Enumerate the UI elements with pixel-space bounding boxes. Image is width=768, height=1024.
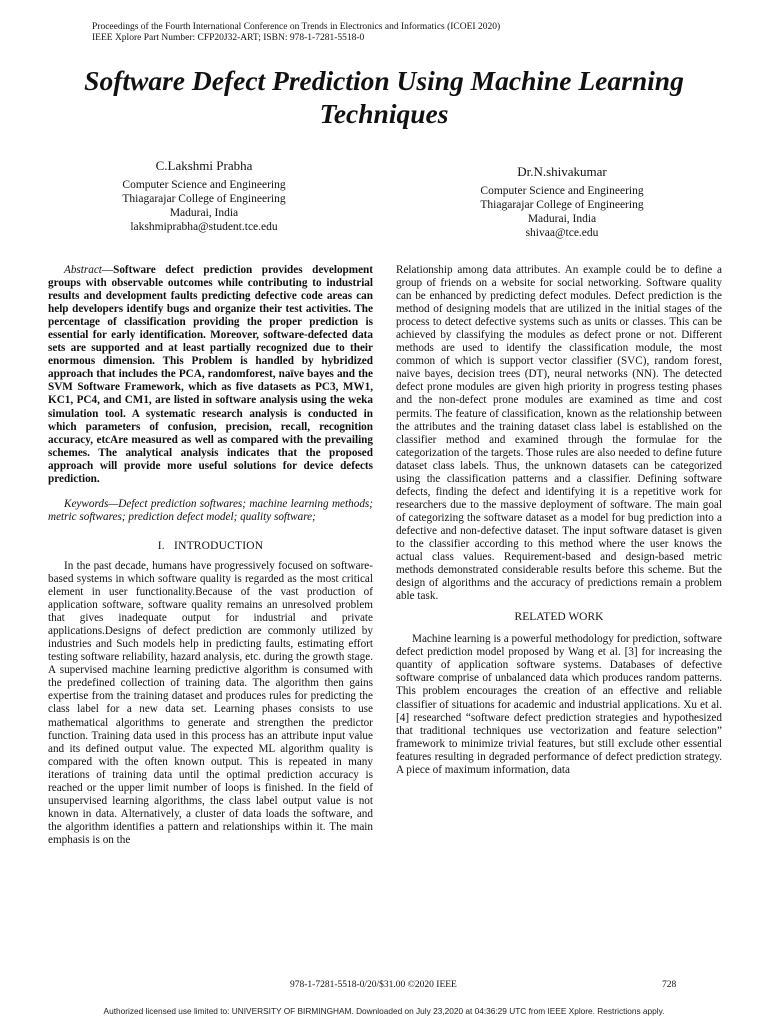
author-college: Thiagarajar College of Engineering (122, 193, 286, 205)
section-heading-introduction (48, 540, 373, 553)
author-block-1 (84, 157, 324, 234)
author-department: Computer Science and Engineering (122, 179, 286, 191)
section-numeral: I. (157, 539, 165, 552)
section-heading-related-work: RELATED WORK (514, 611, 604, 624)
right-column (396, 264, 722, 777)
author-college: Thiagarajar College of Engineering (480, 199, 644, 211)
author-department: Computer Science and Engineering (480, 185, 644, 197)
author-name: C.Lakshmi Prabha (155, 158, 253, 173)
keywords: Keywords—Defect prediction softwares; machine learning methods; metric softwares; prediction defect model; quality software; (48, 497, 373, 523)
author-location: Madurai, India (169, 207, 239, 219)
author-name: Dr.N.shivakumar (517, 164, 607, 179)
proceedings-line-2: IEEE Xplore Part Number: CFP20J32-ART; ISBN: 978-1-7281-5518-0 (92, 33, 365, 43)
related-work-text: Machine learning is a powerful methodology for prediction, software defect prediction model proposed by Wang et al. [3] for increasing the quantity of application software systems. Databases of defective software comprise of unbalanced data which produces random patterns. This problem encourages the creation of an effective and reliable classifier of situations for academic and industrial applications. Xu et al. [4] researched “software defect prediction strategies and hypothesized that traditional techniques use vectorization and feature selection” framework to minimize trivial features, but still exclude other essential features resulting in degraded performance of defect prediction strategy. A piece of maximum information, data (396, 633, 722, 776)
author-email: lakshmiprabha@student.tce.edu (130, 221, 278, 233)
author-block-2 (442, 163, 682, 240)
section-title-first-letter: I (174, 539, 179, 552)
license-notice: Authorized licensed use limited to: UNIVERSITY OF BIRMINGHAM. Downloaded on July 23,2020 at 04:36:29 UTC from IEEE Xplore. Restrictions apply. (103, 1006, 665, 1016)
introduction-continuation: Relationship among data attributes. An example could be to define a group of friends on a website for social networking. Software quality can be enhanced by predicting defect modules. Defect prediction is the method of designing models that are utilized in the initial stages of the process to detect defective systems such as units or classes. This can be achieved by classifying the modules as defect prone or not. Different methods are used to identify the classification module, the most common of which is support vector classifier (SVC), random forest, naive bayes, decision trees (DT), neural networks (NN). The detected defect prone modules are given high priority in progress testing phases and the non-defect prone modules are examined as time and cost permits. The feature of classification, known as the relationship between the attributes and the training dataset class label is established on the classifier method and examined through the formulae for the categorization of the targets. Those rules are also needed to define future dataset class labels. Thus, the unknown datasets can be categorized using the classification patterns and a classifier. Defining software defects, finding the defect and identifying it is a repetitive work for researchers due to the massive deployment of software. The main goal of categorizing the software dataset as a model for bug prediction into a defective and non-defective dataset. The input software dataset is given to the classifier according to this method where the user knows the actual class values. Requirement-based and design-based metric methods demonstrated considerable results before this scheme. But the design of algorithms and the accuracy of predictions remain a problem able task. (396, 264, 722, 603)
abstract (48, 264, 373, 486)
page-number: 728 (662, 980, 677, 990)
introduction-text: In the past decade, humans have progressively focused on software-based systems in which software quality is regarded as the most critical element in user functionality.Because of the vast production of application software, software quality remains an unresolved problem that gives inadequate output for industrial and private applications.Designs of defect prediction are commonly utilized by industries and Such models help in predicting faults, estimating effort testing software reliability, hazard analysis, etc. during the growth stage. A supervised machine learning predictive algorithm is consumed with the predefined collection of training data. The algorithm then gains expertise from the training dataset and produces rules for predicting the class label for a new data set. Learning phases consists to use mathematical algorithms to generate and strengthen the predictor function. Training data used in this process has an attribute input value and its defined output value. The expected ML algorithm quality is compared with the often known output. This is repeated in many iterations of training data until the optimal prediction accuracy is reached or the upper limit number of loops is finished. In the field of unsupervised learning algorithms, the class label output value is not known in data. Alternatively, a cluster of data loads the software, and the algorithm identifies a pattern and relationships within it. The main emphasis is on the (48, 559, 373, 846)
author-location: Madurai, India (527, 213, 597, 225)
paper-title: Software Defect Prediction Using Machine Learning Techniques (84, 65, 684, 129)
abstract-text: Software defect prediction provides development groups with observable outcomes while contributing to industrial results and development faults predicting defective code areas can help developers identify bugs and organize their test activities. The percentage of classification providing the proper prediction is essential for early identification. Moreover, software-defected data sets are supported and at least partially recognized due to their enormous dimension. This Problem is handled by hybridized approach that includes the PCA, randomforest, naïve bayes and the SVM Software Framework, which as five datasets as PC3, MW1, KC1, PC4, and CM1, are listed in software analysis using the weka simulation tool. A systematic research analysis is conducted in which parameters of confusion, precision, recall, recognition accuracy, etcAre measured as well as compared with the prevailing schemes. The analytical analysis indicates that the proposed approach will provide more useful solutions for device defects prediction. (48, 264, 373, 485)
abstract-label: Abstract (64, 264, 102, 276)
section-title-rest: NTRODUCTION (178, 539, 264, 552)
footer-identifier: 978-1-7281-5518-0/20/$31.00 ©2020 IEEE (290, 980, 457, 990)
proceedings-line-1: Proceedings of the Fourth International Conference on Trends in Electronics and Informatics (ICOEI 2020) (92, 22, 501, 32)
author-email: shivaa@tce.edu (525, 227, 599, 239)
left-column (48, 264, 373, 847)
proceedings-header (92, 22, 712, 44)
abstract-dash: — (101, 264, 114, 276)
